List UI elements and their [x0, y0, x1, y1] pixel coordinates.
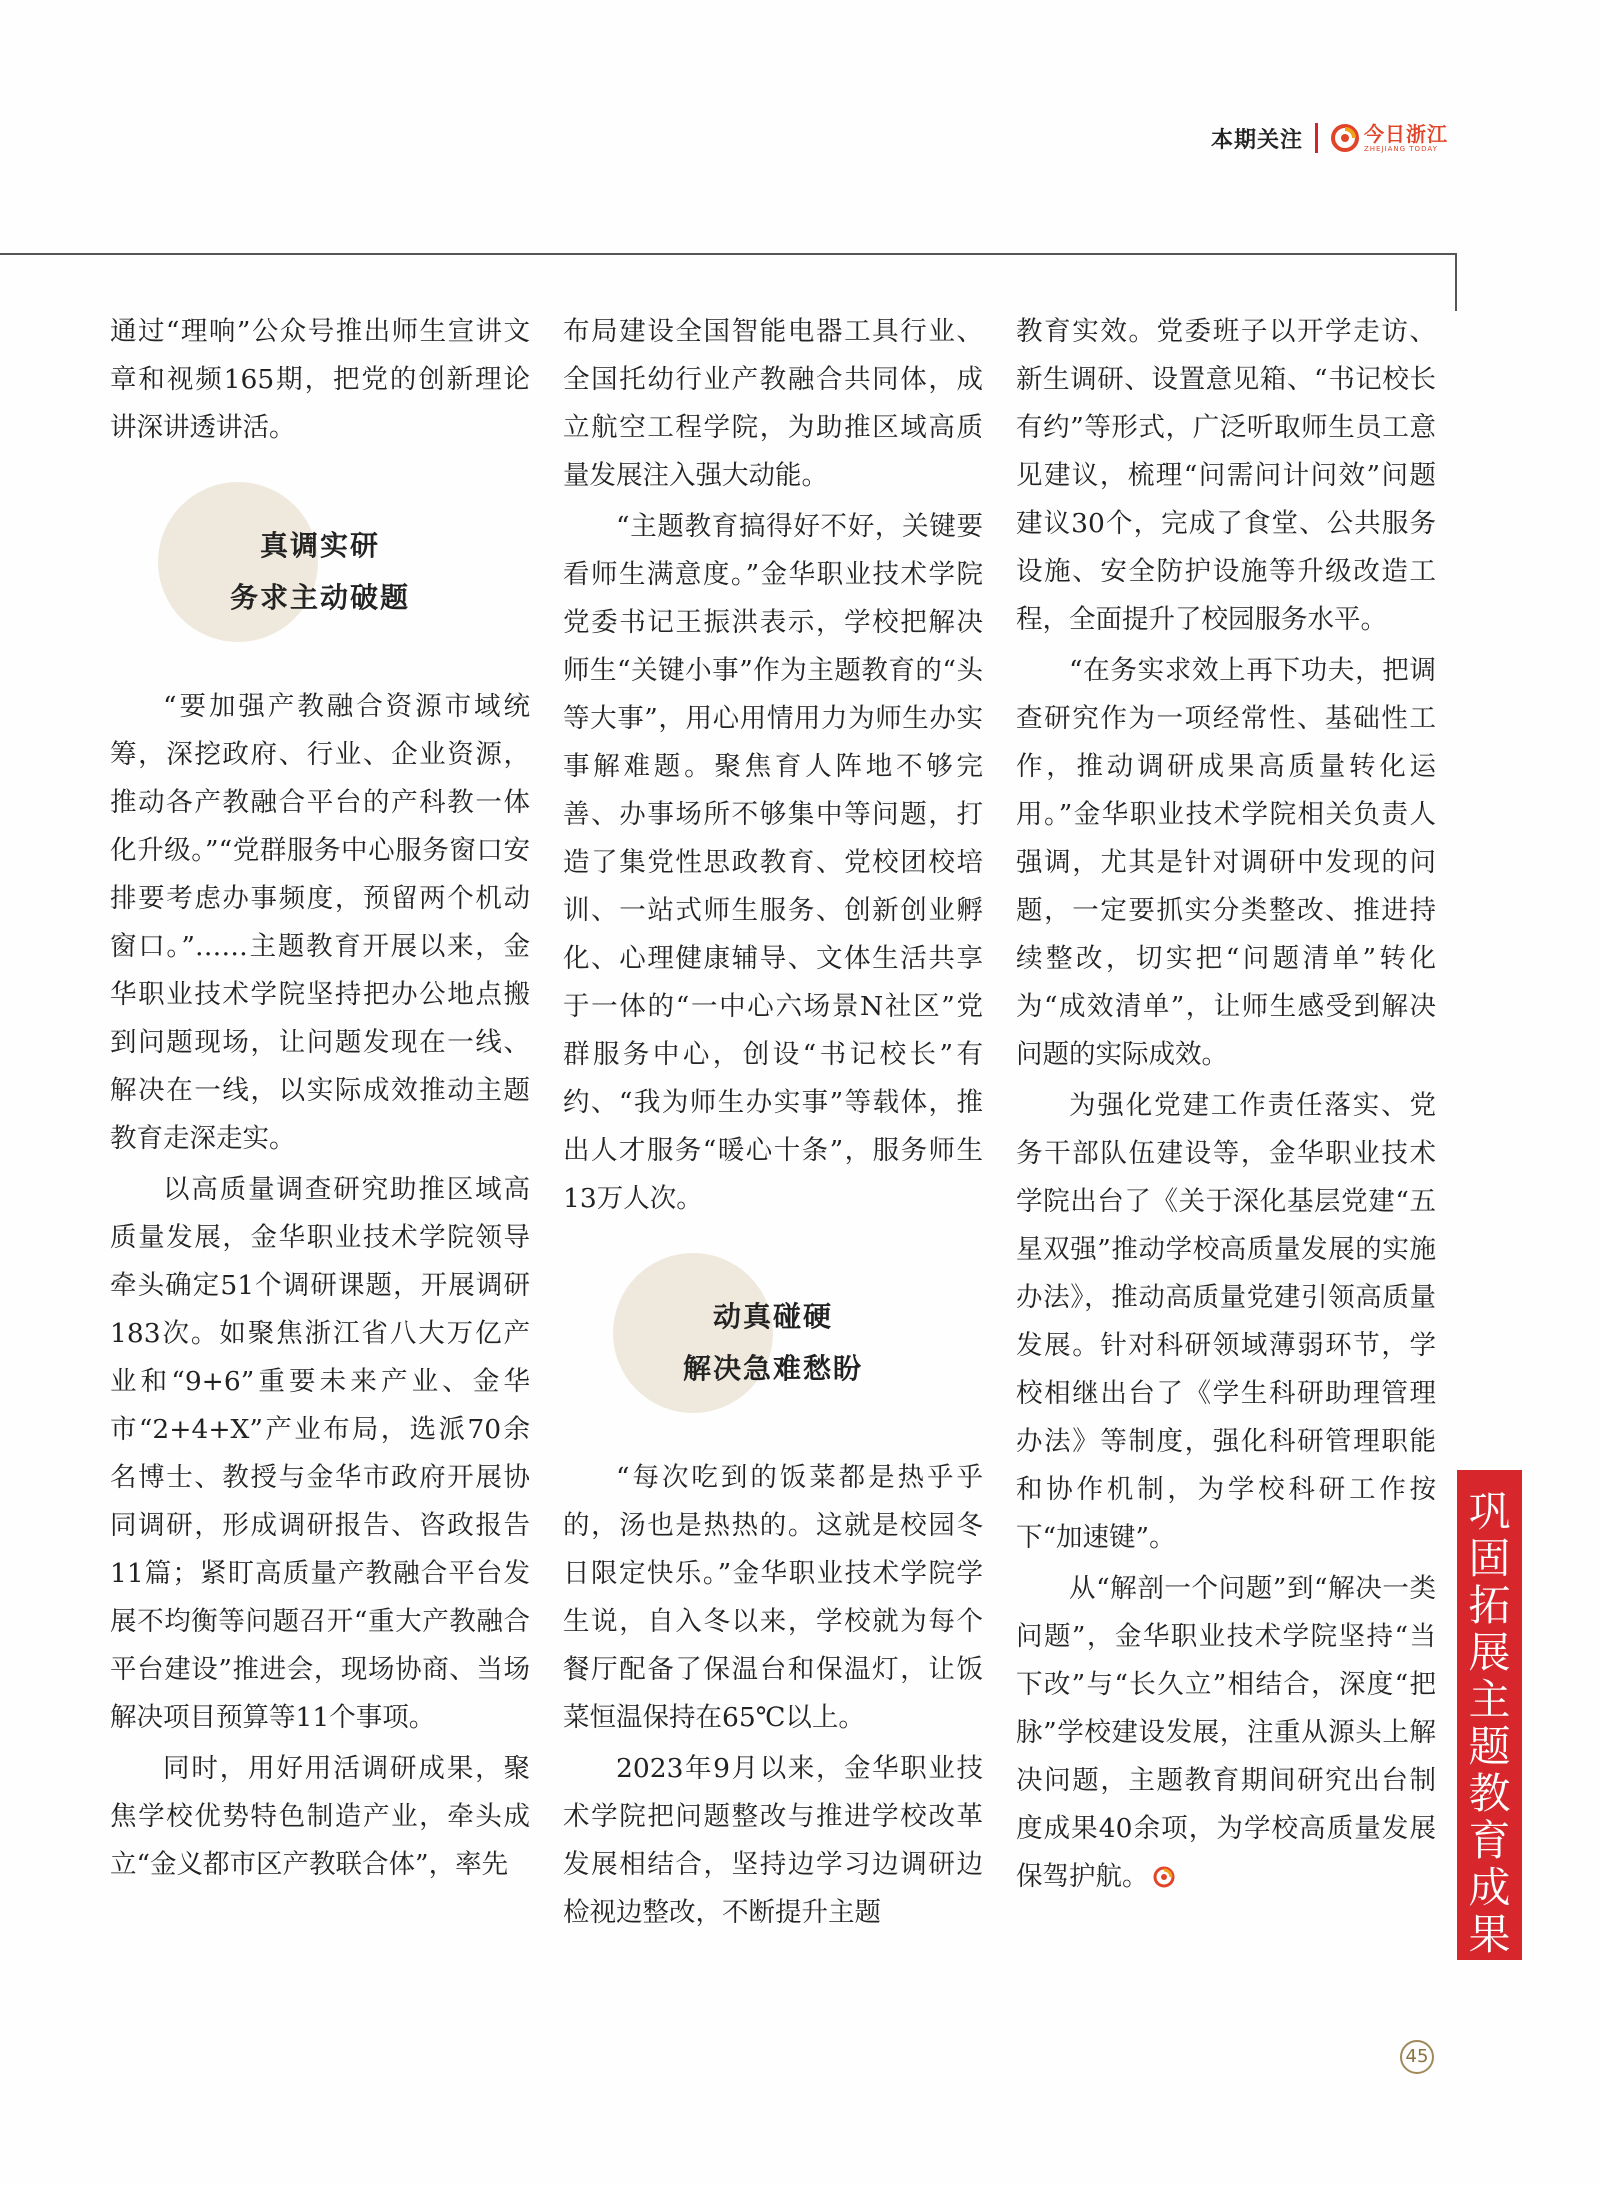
- sidebar-char: 果: [1468, 1910, 1511, 1959]
- paragraph: 同时，用好用活调研成果，聚焦学校优势特色制造产业，牵头成立“金义都市区产教联合体”，率先: [110, 1753, 530, 1880]
- paragraph: 通过“理响”公众号推出师生宣讲文章和视频165期，把党的创新理论讲深讲透讲活。: [110, 316, 530, 443]
- paragraph: “在务实求效上再下功夫，把调查研究作为一项经常性、基础性工作，推动调研成果高质量转化运用。”金华职业技术学院相关负责人强调，尤其是针对调研中发现的问题，一定要抓实分类整改、推进持续整改，切实把“问题清单”转化为“成效清单”，让师生感受到解决问题的实际成效。: [1016, 655, 1436, 1070]
- heading-line-2: 务求主动破题: [229, 581, 410, 614]
- heading-line-2: 解决急难愁盼: [682, 1352, 863, 1385]
- text-column-2: [563, 308, 983, 1940]
- text-column-3: [1016, 308, 1436, 1904]
- page-number: 45: [1400, 2040, 1434, 2074]
- logo-text: 今日浙江: [1364, 121, 1448, 146]
- header-rule: [0, 253, 1457, 255]
- section-heading: [563, 1251, 983, 1416]
- sidebar-char: 题: [1468, 1722, 1511, 1771]
- paragraph: 教育实效。党委班子以开学走访、新生调研、设置意见箱、“书记校长有约”等形式，广泛听取师生员工意见建议，梳理“问需问计问效”问题建议30个，完成了食堂、公共服务设施、安全防护设施等升级改造工程，全面提升了校园服务水平。: [1016, 316, 1436, 635]
- paragraph: 为强化党建工作责任落实、党务干部队伍建设等，金华职业技术学院出台了《关于深化基层党建“五星双强”推动学校高质量发展的实施办法》，推动高质量党建引领高质量发展。针对科研领域薄弱环节，学校相继出台了《学生科研助理管理办法》等制度，强化科研管理职能和协作机制，为学校科研工作按下“加速键”。: [1016, 1090, 1436, 1553]
- paragraph-final: [1016, 1565, 1436, 1901]
- sidebar-char: 拓: [1468, 1581, 1511, 1630]
- paragraph: “要加强产教融合资源市域统筹，深挖政府、行业、企业资源，推动各产教融合平台的产科教一体化升级。”“党群服务中心服务窗口安排要考虑办事频度，预留两个机动窗口。”……主题教育开展以来，金华职业技术学院坚持把办公地点搬到问题现场，让问题发现在一线、解决在一线，以实际成效推动主题教育走深走实。: [110, 691, 530, 1154]
- heading-line-1: 真调实研: [259, 529, 380, 562]
- sidebar-char: 固: [1468, 1534, 1511, 1583]
- logo-subtext: ZHEJIANG TODAY: [1364, 144, 1438, 153]
- paragraph: 2023年9月以来，金华职业技术学院把问题整改与推进学校改革发展相结合，坚持边学习边调研边检视边整改，不断提升主题: [563, 1753, 983, 1928]
- page-header: [1211, 118, 1448, 158]
- text-column-1: [110, 308, 530, 1892]
- sidebar-char: 主: [1468, 1675, 1511, 1724]
- paragraph: 布局建设全国智能电器工具行业、全国托幼行业产教融合共同体，成立航空工程学院，为助推区域高质量发展注入强大动能。: [563, 316, 983, 491]
- logo-swirl-icon: [1330, 123, 1360, 153]
- paragraph-text: 从“解剖一个问题”到“解决一类问题”，金华职业技术学院坚持“当下改”与“长久立”相结合，深度“把脉”学校建设发展，注重从源头上解决问题，主题教育期间研究出台制度成果40余项，为学校高质量发展保驾护航。: [1016, 1573, 1436, 1892]
- magazine-logo: [1330, 123, 1448, 153]
- article-end-icon: [1153, 1866, 1175, 1888]
- paragraph: “每次吃到的饭菜都是热乎乎的，汤也是热热的。这就是校园冬日限定快乐。”金华职业技术学院学生说，自入冬以来，学校就为每个餐厅配备了保温台和保温灯，让饭菜恒温保持在65℃以上。: [563, 1462, 983, 1733]
- sidebar-char: 成: [1468, 1863, 1511, 1912]
- topic-sidebar-tab: [1457, 1470, 1522, 1960]
- sidebar-char: 教: [1468, 1769, 1511, 1818]
- paragraph: 以高质量调查研究助推区域高质量发展，金华职业技术学院领导牵头确定51个调研课题，开展调研183次。如聚焦浙江省八大万亿产业和“9+6”重要未来产业、金华市“2+4+X”产业布局，选派70余名博士、教授与金华市政府开展协同调研，形成调研报告、咨政报告11篇；紧盯高质量产教融合平台发展不均衡等问题召开“重大产教融合平台建设”推进会，现场协商、当场解决项目预算等11个事项。: [110, 1174, 530, 1733]
- sidebar-char: 育: [1468, 1816, 1511, 1865]
- heading-line-1: 动真碰硬: [712, 1300, 833, 1333]
- section-heading: [110, 480, 530, 645]
- header-rule-tick: [1455, 253, 1457, 311]
- section-label: 本期关注: [1210, 127, 1303, 153]
- sidebar-char: 巩: [1468, 1487, 1511, 1536]
- sidebar-char: 展: [1468, 1628, 1511, 1677]
- paragraph: “主题教育搞得好不好，关键要看师生满意度。”金华职业技术学院党委书记王振洪表示，学校把解决师生“关键小事”作为主题教育的“头等大事”，用心用情用力为师生办实事解难题。聚焦育人阵地不够完善、办事场所不够集中等问题，打造了集党性思政教育、党校团校培训、一站式师生服务、创新创业孵化、心理健康辅导、文体生活共享于一体的“一中心六场景N社区”党群服务中心，创设“书记校长”有约、“我为师生办实事”等载体，推出人才服务“暖心十条”，服务师生13万人次。: [563, 511, 983, 1214]
- header-divider: [1315, 123, 1318, 153]
